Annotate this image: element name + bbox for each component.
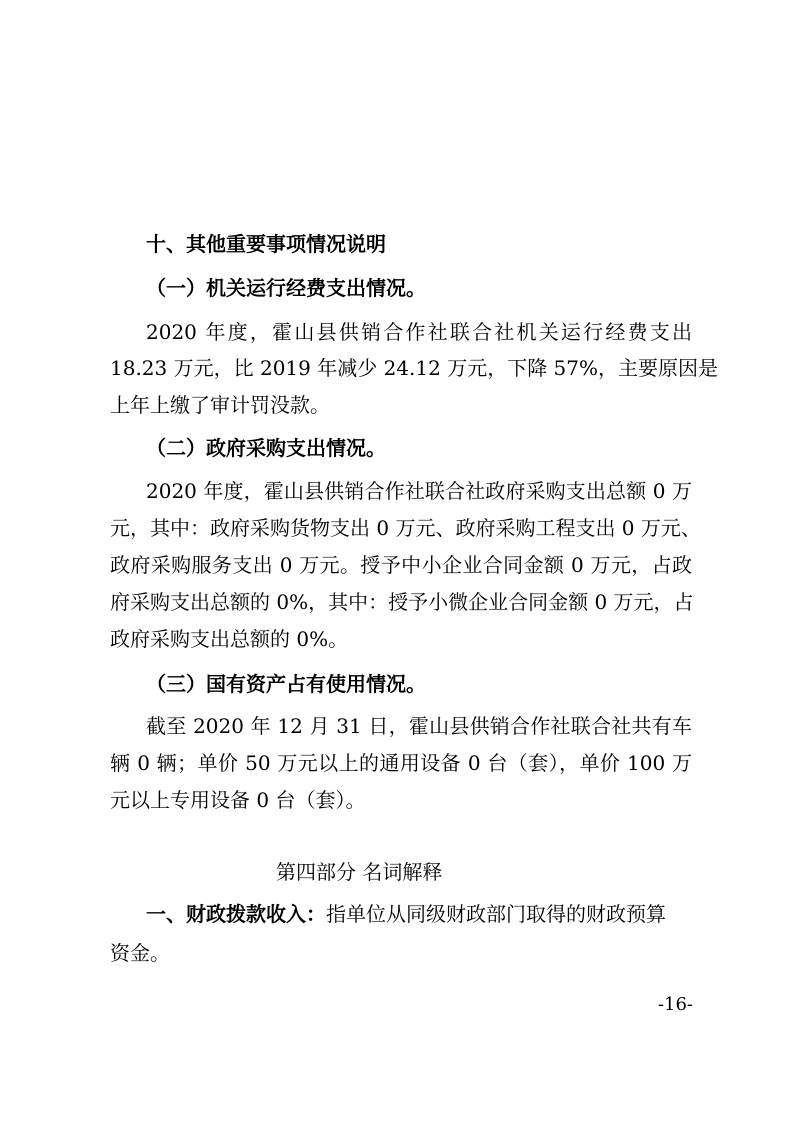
page-number: -16- <box>657 994 693 1015</box>
subsection-1-line-2: 18.23 万元，比 2019 年减少 24.12 万元，下降 57%，主要原因是 <box>110 356 719 380</box>
subsection-1-line-1: 2020 年度，霍山县供销合作社联合社机关运行经费支出 <box>146 320 692 344</box>
part-four-title: 第四部分 名词解释 <box>276 860 443 884</box>
section-heading: 十、其他重要事项情况说明 <box>146 232 386 256</box>
glossary-item-1 <box>146 902 692 926</box>
glossary-item-1-term: 一、财政拨款收入： <box>146 902 326 926</box>
subsection-2-line-5: 政府采购支出总额的 0%。 <box>110 627 349 651</box>
subsection-2-heading: （二）政府采购支出情况。 <box>146 436 386 460</box>
glossary-item-1-continuation: 资金。 <box>110 941 170 965</box>
subsection-3-line-2: 辆 0 辆；单价 50 万元以上的通用设备 0 台（套），单价 100 万 <box>110 751 692 775</box>
subsection-3-heading: （三）国有资产占有使用情况。 <box>146 672 426 696</box>
subsection-2-line-3: 政府采购服务支出 0 万元。授予中小企业合同金额 0 万元，占政 <box>110 553 692 577</box>
subsection-2-line-4: 府采购支出总额的 0%，其中：授予小微企业合同金额 0 万元，占 <box>110 590 694 614</box>
subsection-1-heading: （一）机关运行经费支出情况。 <box>146 276 426 300</box>
subsection-3-line-3: 元以上专用设备 0 台（套）。 <box>110 788 366 812</box>
glossary-item-1-definition: 指单位从同级财政部门取得的财政预算 <box>326 902 666 926</box>
subsection-3-line-1: 截至 2020 年 12 月 31 日，霍山县供销合作社联合社共有车 <box>146 714 692 738</box>
subsection-1-line-3: 上年上缴了审计罚没款。 <box>110 393 330 417</box>
subsection-2-line-2: 元，其中：政府采购货物支出 0 万元、政府采购工程支出 0 万元、 <box>110 516 701 540</box>
subsection-2-line-1: 2020 年度，霍山县供销合作社联合社政府采购支出总额 0 万 <box>146 479 692 503</box>
